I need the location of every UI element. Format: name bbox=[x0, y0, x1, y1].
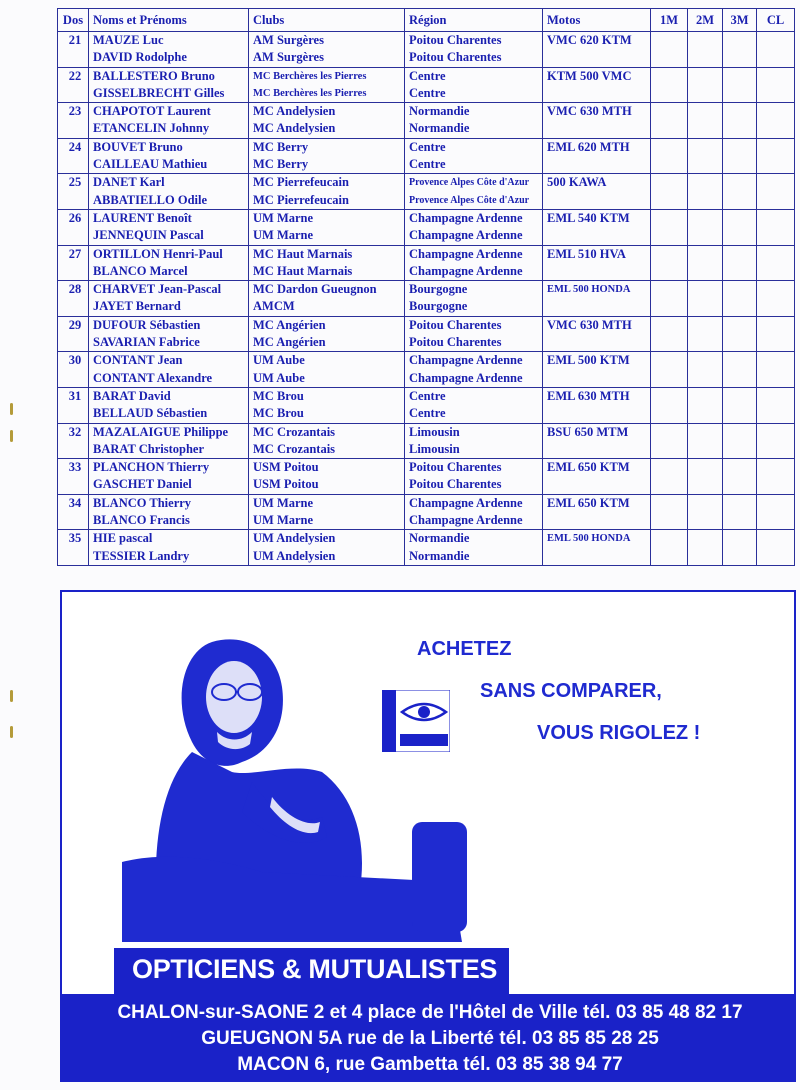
rider-names bbox=[89, 459, 249, 495]
region-2: Champagne Ardenne bbox=[409, 370, 523, 385]
rider-name-2: BELLAUD Sébastien bbox=[93, 406, 208, 421]
moto bbox=[543, 209, 651, 245]
bib-number-text: 23 bbox=[68, 104, 82, 119]
region-2: Poitou Charentes bbox=[409, 50, 502, 65]
clubs bbox=[249, 494, 405, 530]
moto-text: EML 500 HONDA bbox=[547, 284, 631, 296]
regions bbox=[405, 174, 543, 210]
regions bbox=[405, 530, 543, 566]
regions bbox=[405, 387, 543, 423]
region-1: Poitou Charentes bbox=[409, 33, 502, 47]
club-1: USM Poitou bbox=[253, 460, 319, 475]
regions bbox=[405, 245, 543, 281]
moto bbox=[543, 103, 651, 139]
bib-number-text: 27 bbox=[68, 246, 82, 261]
regions bbox=[405, 32, 543, 68]
score-1m bbox=[651, 281, 688, 317]
regions bbox=[405, 103, 543, 139]
regions bbox=[405, 459, 543, 495]
rider-name-2: BLANCO Francis bbox=[93, 513, 190, 528]
rider-names bbox=[89, 352, 249, 388]
clubs bbox=[249, 530, 405, 566]
club-2: UM Marne bbox=[253, 513, 314, 528]
table-row bbox=[58, 103, 795, 139]
score-2m bbox=[688, 174, 723, 210]
score-2m bbox=[688, 316, 723, 352]
rider-name-2: SAVARIAN Fabrice bbox=[93, 335, 200, 350]
clubs bbox=[249, 174, 405, 210]
score-cl bbox=[757, 103, 795, 139]
moto bbox=[543, 138, 651, 174]
rider-names bbox=[89, 494, 249, 530]
club-1: MC Berchères les Pierres bbox=[253, 70, 367, 82]
rider-names bbox=[89, 209, 249, 245]
region-1: Poitou Charentes bbox=[409, 460, 502, 475]
bib-number-text: 21 bbox=[68, 33, 82, 47]
bib-number bbox=[58, 281, 89, 317]
header-region: Région bbox=[405, 9, 543, 32]
slogan-line-3: VOUS RIGOLEZ ! bbox=[537, 722, 701, 744]
clubs bbox=[249, 316, 405, 352]
moto bbox=[543, 494, 651, 530]
bib-number-text: 31 bbox=[68, 388, 82, 403]
clubs bbox=[249, 281, 405, 317]
club-1: MC Haut Marnais bbox=[253, 246, 353, 261]
regions bbox=[405, 281, 543, 317]
region-1: Champagne Ardenne bbox=[409, 246, 523, 261]
bib-number-text: 33 bbox=[68, 460, 82, 475]
score-cl bbox=[757, 316, 795, 352]
score-cl bbox=[757, 423, 795, 459]
clubs bbox=[249, 103, 405, 139]
score-2m bbox=[688, 67, 723, 103]
region-2: Centre bbox=[409, 85, 446, 100]
club-2: MC Haut Marnais bbox=[253, 263, 353, 278]
score-3m bbox=[723, 459, 757, 495]
rider-name-2: BARAT Christopher bbox=[93, 441, 205, 456]
regions bbox=[405, 316, 543, 352]
score-1m bbox=[651, 67, 688, 103]
rider-names bbox=[89, 32, 249, 68]
rider-names bbox=[89, 387, 249, 423]
bib-number-text: 32 bbox=[68, 424, 82, 439]
moto-text: BSU 650 MTM bbox=[547, 424, 629, 439]
score-3m bbox=[723, 423, 757, 459]
moto-text: 500 KAWA bbox=[547, 175, 607, 190]
table-row bbox=[58, 174, 795, 210]
rider-name-2: JENNEQUIN Pascal bbox=[93, 228, 204, 243]
table-row bbox=[58, 67, 795, 103]
score-cl bbox=[757, 209, 795, 245]
score-3m bbox=[723, 174, 757, 210]
region-1: Provence Alpes Côte d'Azur bbox=[409, 177, 530, 189]
rider-names bbox=[89, 423, 249, 459]
score-2m bbox=[688, 138, 723, 174]
moto-text: EML 630 MTH bbox=[547, 388, 630, 403]
score-1m bbox=[651, 316, 688, 352]
score-1m bbox=[651, 174, 688, 210]
moto-text: VMC 620 KTM bbox=[547, 33, 632, 47]
table-row bbox=[58, 138, 795, 174]
score-2m bbox=[688, 423, 723, 459]
moto-text: VMC 630 MTH bbox=[547, 104, 632, 119]
bib-number-text: 34 bbox=[68, 495, 82, 510]
region-2: Poitou Charentes bbox=[409, 335, 502, 350]
region-1: Normandie bbox=[409, 104, 470, 119]
rider-names bbox=[89, 316, 249, 352]
clubs bbox=[249, 387, 405, 423]
woman-photo bbox=[122, 612, 522, 942]
rider-name-1: MAZALAIGUE Philippe bbox=[93, 424, 229, 439]
region-1: Limousin bbox=[409, 424, 460, 439]
moto-text: EML 620 MTH bbox=[547, 139, 630, 154]
score-3m bbox=[723, 494, 757, 530]
club-1: MC Angérien bbox=[253, 317, 326, 332]
score-cl bbox=[757, 174, 795, 210]
region-2: Bourgogne bbox=[409, 299, 468, 314]
club-2: MC Crozantais bbox=[253, 441, 336, 456]
regions bbox=[405, 423, 543, 459]
score-3m bbox=[723, 281, 757, 317]
table-row bbox=[58, 423, 795, 459]
table-row bbox=[58, 316, 795, 352]
contact-chalon: CHALON-sur-SAONE 2 et 4 place de l'Hôtel de Ville tél. 03 85 48 82 17 bbox=[117, 1002, 743, 1023]
score-1m bbox=[651, 103, 688, 139]
header-names: Noms et Prénoms bbox=[89, 9, 249, 32]
region-2: Normandie bbox=[409, 548, 470, 563]
score-cl bbox=[757, 387, 795, 423]
score-3m bbox=[723, 387, 757, 423]
club-2: MC Pierrefeucain bbox=[253, 192, 349, 207]
score-1m bbox=[651, 494, 688, 530]
rider-name-1: BARAT David bbox=[93, 388, 171, 403]
score-3m bbox=[723, 245, 757, 281]
score-cl bbox=[757, 352, 795, 388]
score-1m bbox=[651, 32, 688, 68]
moto-text: EML 510 HVA bbox=[547, 246, 626, 261]
clubs bbox=[249, 209, 405, 245]
header-cl: CL bbox=[757, 9, 795, 32]
moto-text: EML 540 KTM bbox=[547, 210, 630, 225]
region-2: Poitou Charentes bbox=[409, 477, 502, 492]
score-cl bbox=[757, 138, 795, 174]
moto bbox=[543, 32, 651, 68]
score-3m bbox=[723, 352, 757, 388]
region-2: Champagne Ardenne bbox=[409, 228, 523, 243]
clubs bbox=[249, 138, 405, 174]
club-1: AM Surgères bbox=[253, 33, 324, 47]
club-2: MC Angérien bbox=[253, 335, 326, 350]
rider-name-1: DUFOUR Sébastien bbox=[93, 317, 201, 332]
score-1m bbox=[651, 209, 688, 245]
header-1m: 1M bbox=[651, 9, 688, 32]
moto-text: EML 500 KTM bbox=[547, 353, 630, 368]
moto bbox=[543, 281, 651, 317]
club-2: UM Aube bbox=[253, 370, 305, 385]
bib-number-text: 25 bbox=[68, 175, 82, 190]
rider-name-2: CAILLEAU Mathieu bbox=[93, 157, 208, 172]
bib-number-text: 26 bbox=[68, 210, 82, 225]
rider-names bbox=[89, 281, 249, 317]
rider-name-2: TESSIER Landry bbox=[93, 548, 190, 563]
region-1: Champagne Ardenne bbox=[409, 210, 523, 225]
header-3m: 3M bbox=[723, 9, 757, 32]
clubs bbox=[249, 352, 405, 388]
table-row bbox=[58, 459, 795, 495]
region-2: Champagne Ardenne bbox=[409, 263, 523, 278]
rider-names bbox=[89, 138, 249, 174]
slogan-line-1: ACHETEZ bbox=[417, 638, 512, 660]
rider-name-2: GASCHET Daniel bbox=[93, 477, 192, 492]
region-2: Centre bbox=[409, 157, 446, 172]
score-3m bbox=[723, 209, 757, 245]
margin-mark bbox=[10, 726, 13, 738]
club-1: MC Andelysien bbox=[253, 104, 336, 119]
region-2: Normandie bbox=[409, 121, 470, 136]
header-2m: 2M bbox=[688, 9, 723, 32]
moto bbox=[543, 352, 651, 388]
club-1: UM Marne bbox=[253, 210, 314, 225]
moto-text: VMC 630 MTH bbox=[547, 317, 632, 332]
bib-number bbox=[58, 209, 89, 245]
rider-name-2: CONTANT Alexandre bbox=[93, 370, 213, 385]
bib-number bbox=[58, 174, 89, 210]
rider-name-2: DAVID Rodolphe bbox=[93, 50, 187, 65]
rider-name-1: BALLESTERO Bruno bbox=[93, 68, 215, 83]
rider-names bbox=[89, 174, 249, 210]
rider-names bbox=[89, 103, 249, 139]
margin-mark bbox=[10, 690, 13, 702]
regions bbox=[405, 209, 543, 245]
moto bbox=[543, 174, 651, 210]
contact-gueugnon: GUEUGNON 5A rue de la Liberté tél. 03 85 85 28 25 bbox=[201, 1028, 659, 1049]
header-clubs: Clubs bbox=[249, 9, 405, 32]
bib-number bbox=[58, 67, 89, 103]
eye-icon bbox=[382, 690, 450, 752]
club-2: MC Brou bbox=[253, 406, 304, 421]
slogan-line-2: SANS COMPARER, bbox=[480, 680, 662, 702]
clubs bbox=[249, 423, 405, 459]
club-2: UM Marne bbox=[253, 228, 314, 243]
rider-names bbox=[89, 67, 249, 103]
rider-names bbox=[89, 245, 249, 281]
rider-name-2: ABBATIELLO Odile bbox=[93, 192, 208, 207]
bib-number bbox=[58, 138, 89, 174]
club-2: MC Berchères les Pierres bbox=[253, 87, 367, 99]
club-1: MC Crozantais bbox=[253, 424, 336, 439]
score-2m bbox=[688, 245, 723, 281]
score-2m bbox=[688, 530, 723, 566]
rider-name-1: PLANCHON Thierry bbox=[93, 460, 210, 475]
score-1m bbox=[651, 352, 688, 388]
region-2: Provence Alpes Côte d'Azur bbox=[409, 194, 530, 206]
score-1m bbox=[651, 245, 688, 281]
moto bbox=[543, 459, 651, 495]
region-1: Normandie bbox=[409, 531, 470, 546]
clubs bbox=[249, 67, 405, 103]
regions bbox=[405, 494, 543, 530]
table-row bbox=[58, 530, 795, 566]
rider-name-1: DANET Karl bbox=[93, 175, 165, 190]
score-1m bbox=[651, 459, 688, 495]
region-1: Bourgogne bbox=[409, 282, 468, 297]
club-1: MC Berry bbox=[253, 139, 309, 154]
rider-name-1: HIE pascal bbox=[93, 531, 153, 546]
rider-name-1: ORTILLON Henri-Paul bbox=[93, 246, 223, 261]
table-row bbox=[58, 245, 795, 281]
score-cl bbox=[757, 281, 795, 317]
rider-name-2: JAYET Bernard bbox=[93, 299, 181, 314]
score-2m bbox=[688, 32, 723, 68]
score-3m bbox=[723, 67, 757, 103]
rider-name-1: BOUVET Bruno bbox=[93, 139, 183, 154]
bib-number bbox=[58, 103, 89, 139]
score-cl bbox=[757, 494, 795, 530]
moto-text: EML 500 HONDA bbox=[547, 533, 631, 545]
bib-number bbox=[58, 494, 89, 530]
bib-number bbox=[58, 459, 89, 495]
club-1: MC Pierrefeucain bbox=[253, 175, 349, 190]
bib-number bbox=[58, 245, 89, 281]
header-dos: Dos bbox=[58, 9, 89, 32]
club-2: AMCM bbox=[253, 299, 295, 314]
bib-number bbox=[58, 387, 89, 423]
bib-number-text: 30 bbox=[68, 353, 82, 368]
rider-name-2: ETANCELIN Johnny bbox=[93, 121, 210, 136]
club-2: MC Andelysien bbox=[253, 121, 336, 136]
score-1m bbox=[651, 530, 688, 566]
moto-text: EML 650 KTM bbox=[547, 460, 630, 475]
table-row bbox=[58, 352, 795, 388]
score-3m bbox=[723, 530, 757, 566]
bib-number-text: 22 bbox=[68, 68, 82, 83]
table-row bbox=[58, 32, 795, 68]
score-cl bbox=[757, 530, 795, 566]
score-cl bbox=[757, 32, 795, 68]
score-2m bbox=[688, 387, 723, 423]
entries-table-wrap bbox=[57, 8, 794, 566]
score-1m bbox=[651, 423, 688, 459]
region-1: Champagne Ardenne bbox=[409, 353, 523, 368]
table-row bbox=[58, 209, 795, 245]
club-2: UM Andelysien bbox=[253, 548, 336, 563]
moto-text: EML 650 KTM bbox=[547, 495, 630, 510]
score-cl bbox=[757, 245, 795, 281]
score-3m bbox=[723, 103, 757, 139]
header-motos: Motos bbox=[543, 9, 651, 32]
score-cl bbox=[757, 67, 795, 103]
moto-text: KTM 500 VMC bbox=[547, 68, 632, 83]
region-1: Poitou Charentes bbox=[409, 317, 502, 332]
region-1: Champagne Ardenne bbox=[409, 495, 523, 510]
rider-name-2: BLANCO Marcel bbox=[93, 263, 188, 278]
moto bbox=[543, 245, 651, 281]
moto bbox=[543, 387, 651, 423]
opticiens-logo bbox=[382, 690, 450, 752]
club-1: UM Aube bbox=[253, 353, 305, 368]
bib-number bbox=[58, 32, 89, 68]
score-3m bbox=[723, 138, 757, 174]
region-2: Limousin bbox=[409, 441, 460, 456]
score-3m bbox=[723, 316, 757, 352]
advertisement bbox=[60, 590, 796, 1082]
contact-macon: MACON 6, rue Gambetta tél. 03 85 38 94 77 bbox=[237, 1054, 623, 1075]
club-2: MC Berry bbox=[253, 157, 309, 172]
score-2m bbox=[688, 281, 723, 317]
rider-name-1: MAUZE Luc bbox=[93, 33, 164, 47]
clubs bbox=[249, 245, 405, 281]
bib-number bbox=[58, 530, 89, 566]
bib-number bbox=[58, 352, 89, 388]
table-row bbox=[58, 281, 795, 317]
table-row bbox=[58, 494, 795, 530]
brand-name: OPTICIENS & MUTUALISTES bbox=[132, 954, 498, 984]
regions bbox=[405, 138, 543, 174]
clubs bbox=[249, 32, 405, 68]
score-2m bbox=[688, 459, 723, 495]
bib-number-text: 24 bbox=[68, 139, 82, 154]
moto bbox=[543, 67, 651, 103]
score-2m bbox=[688, 494, 723, 530]
club-1: UM Marne bbox=[253, 495, 314, 510]
score-1m bbox=[651, 138, 688, 174]
score-2m bbox=[688, 103, 723, 139]
region-2: Centre bbox=[409, 406, 446, 421]
region-1: Centre bbox=[409, 139, 446, 154]
rider-name-1: CHAPOTOT Laurent bbox=[93, 104, 211, 119]
bib-number-text: 28 bbox=[68, 282, 82, 297]
rider-name-1: CONTANT Jean bbox=[93, 353, 183, 368]
bib-number-text: 35 bbox=[68, 531, 82, 546]
region-1: Centre bbox=[409, 68, 446, 83]
moto bbox=[543, 530, 651, 566]
clubs bbox=[249, 459, 405, 495]
rider-name-1: CHARVET Jean-Pascal bbox=[93, 282, 222, 297]
score-cl bbox=[757, 459, 795, 495]
club-2: AM Surgères bbox=[253, 50, 324, 65]
margin-mark bbox=[10, 403, 13, 415]
club-1: MC Brou bbox=[253, 388, 304, 403]
regions bbox=[405, 352, 543, 388]
region-2: Champagne Ardenne bbox=[409, 513, 523, 528]
club-2: USM Poitou bbox=[253, 477, 319, 492]
club-1: MC Dardon Gueugnon bbox=[253, 282, 377, 297]
margin-mark bbox=[10, 430, 13, 442]
moto bbox=[543, 423, 651, 459]
table-row bbox=[58, 387, 795, 423]
rider-name-1: LAURENT Benoît bbox=[93, 210, 192, 225]
bib-number bbox=[58, 316, 89, 352]
rider-name-2: GISSELBRECHT Gilles bbox=[93, 85, 225, 100]
bib-number-text: 29 bbox=[68, 317, 82, 332]
table-header-row bbox=[58, 9, 795, 32]
score-2m bbox=[688, 352, 723, 388]
region-1: Centre bbox=[409, 388, 446, 403]
regions bbox=[405, 67, 543, 103]
rider-name-1: BLANCO Thierry bbox=[93, 495, 192, 510]
club-1: UM Andelysien bbox=[253, 531, 336, 546]
moto bbox=[543, 316, 651, 352]
rider-names bbox=[89, 530, 249, 566]
score-1m bbox=[651, 387, 688, 423]
entries-table bbox=[57, 8, 795, 566]
bib-number bbox=[58, 423, 89, 459]
score-2m bbox=[688, 209, 723, 245]
score-3m bbox=[723, 32, 757, 68]
